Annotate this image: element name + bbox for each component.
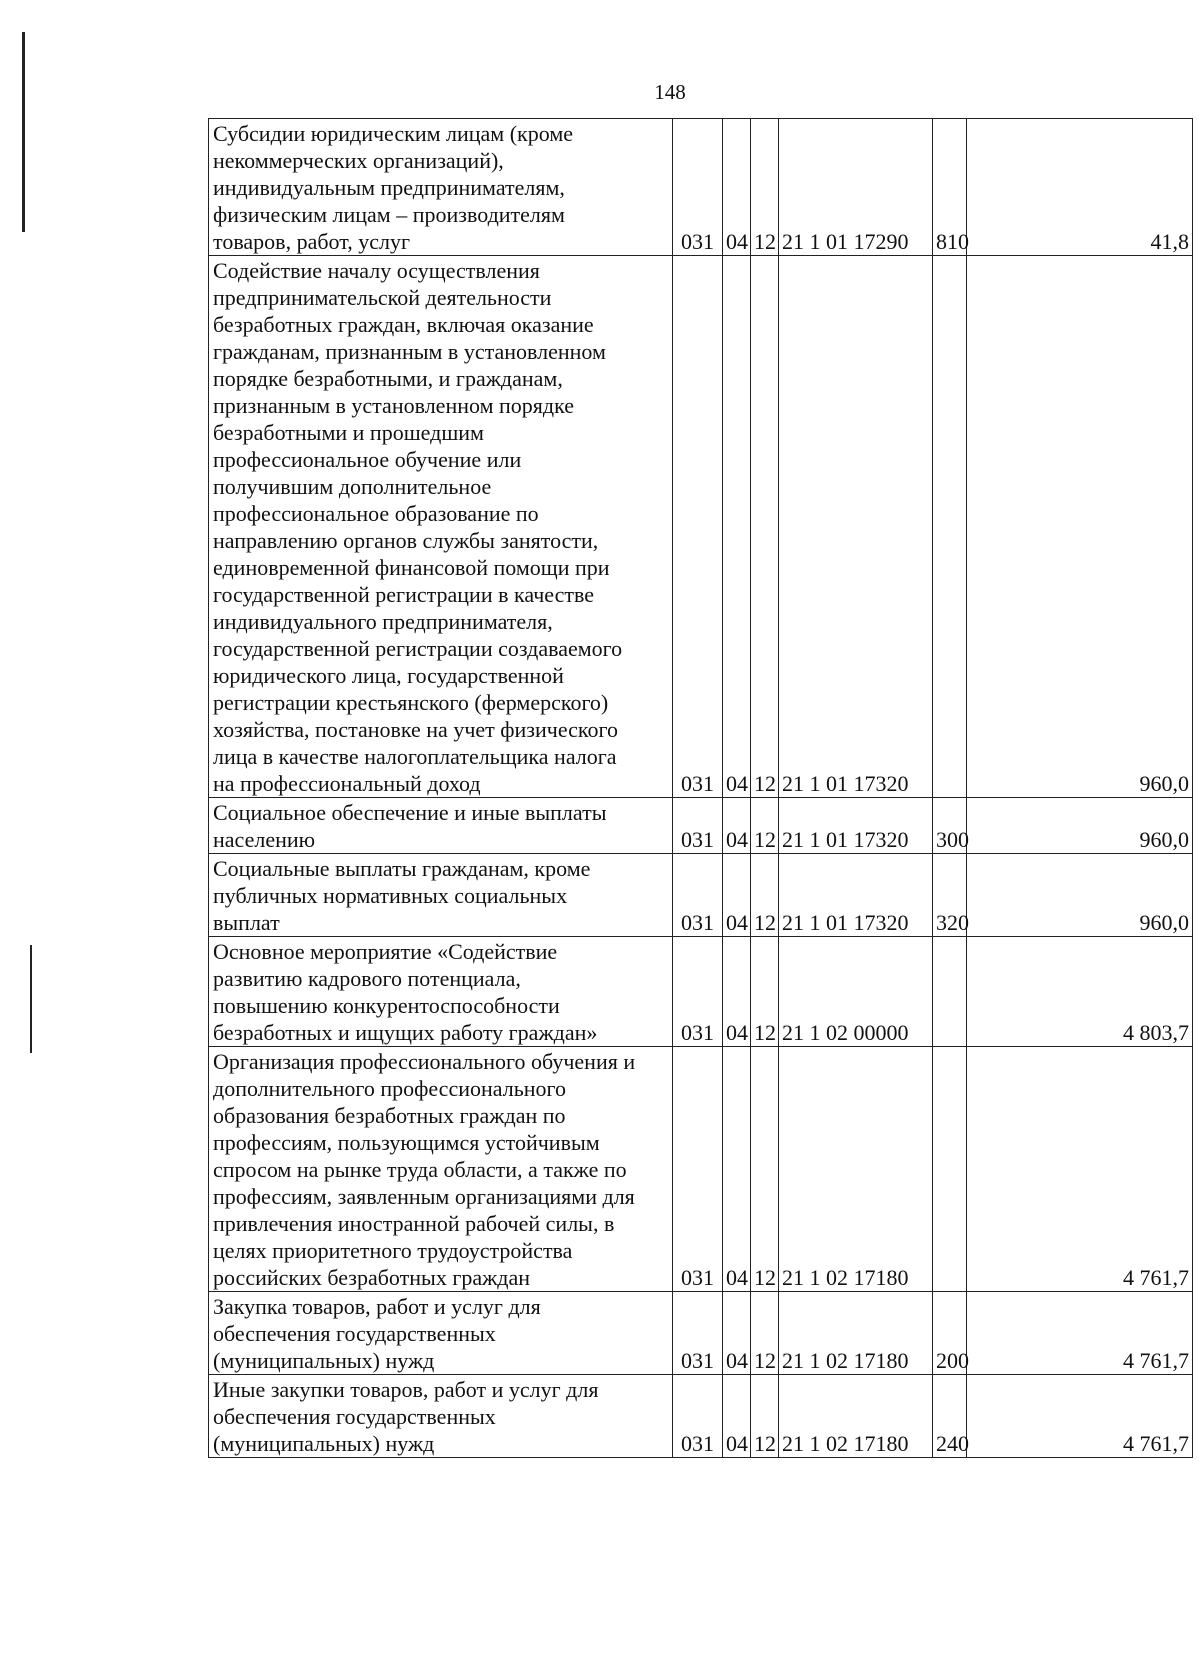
- target-article-cell: 21 1 02 17180: [779, 1047, 933, 1292]
- description-line: профессиям, пользующимся устойчивым: [213, 1130, 600, 1155]
- description-line: гражданам, признанным в установленном: [213, 339, 606, 364]
- description-line: получившим дополнительное: [213, 474, 492, 499]
- section-cell: 04: [723, 1047, 751, 1292]
- description-line: Организация профессионального обучения и: [213, 1049, 636, 1074]
- table-row: [209, 1047, 1193, 1292]
- budget-table: [208, 118, 1193, 1458]
- amount-cell: 960,0: [967, 854, 1193, 937]
- description-line: индивидуальным предпринимателям,: [213, 175, 565, 200]
- target-article-cell: 21 1 01 17320: [779, 854, 933, 937]
- expense-type-cell: [933, 937, 967, 1047]
- subsection-cell: 12: [751, 119, 779, 256]
- amount-cell: 960,0: [967, 798, 1193, 854]
- description-line: обеспечения государственных: [213, 1404, 496, 1429]
- expense-type-cell: [933, 256, 967, 798]
- description-line: Закупка товаров, работ и услуг для: [213, 1294, 541, 1319]
- description-line: повышению конкурентоспособности: [213, 993, 560, 1018]
- description-line: юридического лица, государственной: [213, 663, 564, 688]
- description-line: безработных граждан, включая оказание: [213, 312, 594, 337]
- description-line: Социальные выплаты гражданам, кроме: [213, 856, 591, 881]
- row-description: [209, 798, 673, 854]
- table-row: [209, 119, 1193, 256]
- amount-cell: 4 761,7: [967, 1047, 1193, 1292]
- section-cell: 04: [723, 256, 751, 798]
- row-description: [209, 937, 673, 1047]
- description-line: образования безработных граждан по: [213, 1103, 566, 1128]
- target-article-cell: 21 1 02 00000: [779, 937, 933, 1047]
- description-line: (муниципальных) нужд: [213, 1348, 435, 1373]
- description-line: Социальное обеспечение и иные выплаты: [213, 800, 607, 825]
- section-cell: 04: [723, 854, 751, 937]
- org-code-cell: 031: [673, 1047, 723, 1292]
- target-article-cell: 21 1 01 17290: [779, 119, 933, 256]
- section-cell: 04: [723, 798, 751, 854]
- org-code-cell: 031: [673, 798, 723, 854]
- description-line: индивидуального предпринимателя,: [213, 609, 553, 634]
- description-line: (муниципальных) нужд: [213, 1431, 435, 1456]
- org-code-cell: 031: [673, 256, 723, 798]
- row-description: [209, 854, 673, 937]
- subsection-cell: 12: [751, 798, 779, 854]
- description-line: Содействие началу осуществления: [213, 258, 540, 283]
- description-line: профессиональное обучение или: [213, 447, 522, 472]
- target-article-cell: 21 1 01 17320: [779, 798, 933, 854]
- description-line: профессиям, заявленным организациями для: [213, 1184, 635, 1209]
- target-article-cell: 21 1 02 17180: [779, 1375, 933, 1458]
- description-line: Основное мероприятие «Содействие: [213, 939, 558, 964]
- section-cell: 04: [723, 1292, 751, 1375]
- description-line: безработными и прошедшим: [213, 420, 484, 445]
- description-line: некоммерческих организаций),: [213, 148, 504, 173]
- org-code-cell: 031: [673, 854, 723, 937]
- scan-margin-line-bottom: [30, 945, 32, 1053]
- subsection-cell: 12: [751, 937, 779, 1047]
- table-row: [209, 937, 1193, 1047]
- description-line: предпринимательской деятельности: [213, 285, 552, 310]
- row-description: [209, 1047, 673, 1292]
- description-line: развитию кадрового потенциала,: [213, 966, 521, 991]
- table-row: [209, 256, 1193, 798]
- section-cell: 04: [723, 937, 751, 1047]
- subsection-cell: 12: [751, 1292, 779, 1375]
- description-line: спросом на рынке труда области, а также по: [213, 1157, 627, 1182]
- subsection-cell: 12: [751, 256, 779, 798]
- amount-cell: 4 803,7: [967, 937, 1193, 1047]
- description-line: государственной регистрации в качестве: [213, 582, 594, 607]
- table-row: [209, 798, 1193, 854]
- org-code-cell: 031: [673, 119, 723, 256]
- subsection-cell: 12: [751, 854, 779, 937]
- description-line: признанным в установленном порядке: [213, 393, 574, 418]
- target-article-cell: 21 1 01 17320: [779, 256, 933, 798]
- description-line: обеспечения государственных: [213, 1321, 496, 1346]
- subsection-cell: 12: [751, 1375, 779, 1458]
- description-line: на профессиональный доход: [213, 771, 481, 796]
- description-line: населению: [213, 827, 316, 852]
- description-line: безработных и ищущих работу граждан»: [213, 1020, 598, 1045]
- org-code-cell: 031: [673, 937, 723, 1047]
- amount-cell: 960,0: [967, 256, 1193, 798]
- description-line: регистрации крестьянского (фермерского): [213, 690, 609, 715]
- subsection-cell: 12: [751, 1047, 779, 1292]
- table-row: [209, 1375, 1193, 1458]
- row-description: [209, 256, 673, 798]
- description-line: российских безработных граждан: [213, 1265, 531, 1290]
- section-cell: 04: [723, 119, 751, 256]
- description-line: порядке безработными, и гражданам,: [213, 366, 563, 391]
- org-code-cell: 031: [673, 1292, 723, 1375]
- description-line: лица в качестве налогоплательщика налога: [213, 744, 617, 769]
- description-line: Иные закупки товаров, работ и услуг для: [213, 1377, 599, 1402]
- table-row: [209, 854, 1193, 937]
- description-line: хозяйства, постановке на учет физического: [213, 717, 618, 742]
- description-line: публичных нормативных социальных: [213, 883, 568, 908]
- row-description: [209, 1375, 673, 1458]
- scan-margin-line-top: [22, 32, 25, 232]
- expense-type-cell: 240: [933, 1375, 967, 1458]
- description-line: целях приоритетного трудоустройства: [213, 1238, 573, 1263]
- amount-cell: 4 761,7: [967, 1292, 1193, 1375]
- row-description: [209, 119, 673, 256]
- budget-table-body: [209, 119, 1193, 1458]
- description-line: направлению органов службы занятости,: [213, 528, 599, 553]
- description-line: Субсидии юридическим лицам (кроме: [213, 121, 574, 146]
- row-description: [209, 1292, 673, 1375]
- org-code-cell: 031: [673, 1375, 723, 1458]
- expense-type-cell: 200: [933, 1292, 967, 1375]
- description-line: физическим лицам – производителям: [213, 202, 565, 227]
- description-line: товаров, работ, услуг: [213, 229, 410, 254]
- section-cell: 04: [723, 1375, 751, 1458]
- amount-cell: 4 761,7: [967, 1375, 1193, 1458]
- description-line: единовременной финансовой помощи при: [213, 555, 610, 580]
- expense-type-cell: 810: [933, 119, 967, 256]
- description-line: профессиональное образование по: [213, 501, 539, 526]
- table-row: [209, 1292, 1193, 1375]
- target-article-cell: 21 1 02 17180: [779, 1292, 933, 1375]
- expense-type-cell: [933, 1047, 967, 1292]
- description-line: государственной регистрации создаваемого: [213, 636, 623, 661]
- description-line: выплат: [213, 910, 280, 935]
- amount-cell: 41,8: [967, 119, 1193, 256]
- page-number: 148: [654, 80, 686, 104]
- expense-type-cell: 300: [933, 798, 967, 854]
- description-line: привлечения иностранной рабочей силы, в: [213, 1211, 615, 1236]
- description-line: дополнительного профессионального: [213, 1076, 566, 1101]
- expense-type-cell: 320: [933, 854, 967, 937]
